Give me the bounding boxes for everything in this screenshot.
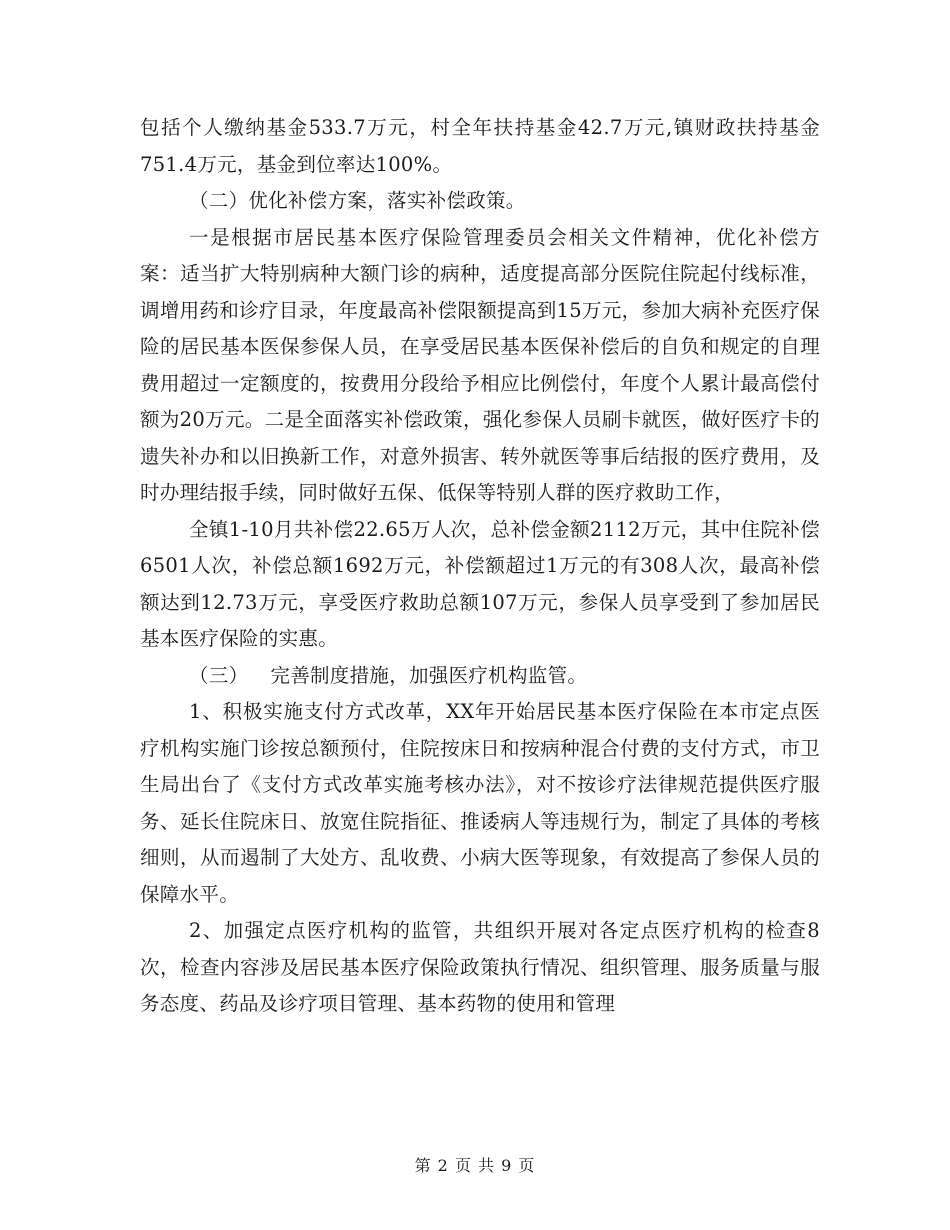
paragraph-compensation-plan: 一是根据市居民基本医疗保险管理委员会相关文件精神，优化补偿方案：适当扩大特别病种大额门诊的病种，适度提高部分医院住院起付线标准，调增用药和诊疗目录，年度最高补偿限额提高到15万元，参加大病补充医疗保险的居民基本医保参保人员，在享受居民基本医保补偿后的自负和规定的自理费用超过一定额度的，按费用分段给予相应比例偿付，年度个人累计最高偿付额为20万元。二是全面落实补偿政策，强化参保人员刷卡就医，做好医疗卡的遗失补办和以旧换新工作，对意外损害、转外就医等事后结报的医疗费用，及时办理结报手续，同时做好五保、低保等特别人群的医疗救助工作， [140, 225, 820, 504]
paragraph-payment-reform: 1、积极实施支付方式改革，XX年开始居民基本医疗保险在本市定点医疗机构实施门诊按总额预付，住院按床日和按病种混合付费的支付方式，市卫生局出台了《支付方式改革实施考核办法》，对不按诊疗法律规范提供医疗服务、延长住院床日、放宽住院指征、推诿病人等违规行为，制定了具体的考核细则，从而遏制了大处方、乱收费、小病大医等现象，有效提高了参保人员的保障水平。 [140, 700, 820, 906]
paragraph-fund-summary: 包括个人缴纳基金533.7万元，村全年扶持基金42.7万元,镇财政扶持基金751.4万元，基金到位率达100%。 [140, 116, 820, 176]
document-body [140, 110, 820, 1023]
paragraph-compensation-stats: 全镇1-10月共补偿22.65万人次，总补偿金额2112万元，其中住院补偿6501人次，补偿总额1692万元，补偿额超过1万元的有308人次，最高补偿额达到12.73万元，享受医疗救助总额107万元，参保人员享受到了参加居民基本医疗保险的实惠。 [140, 517, 820, 650]
page-footer: 第 2 页 共 9 页 [414, 1156, 536, 1175]
section-heading-2: （二）优化补偿方案，落实补偿政策。 [189, 189, 526, 212]
paragraph-supervision: 2、加强定点医疗机构的监管，共组织开展对各定点医疗机构的检查8次，检查内容涉及居民基本医疗保险政策执行情况、组织管理、服务质量与服务态度、药品及诊疗项目管理、基本药物的使用和管理 [140, 919, 820, 1015]
section-heading-3-number: （三） [189, 663, 249, 687]
section-heading-3 [140, 658, 820, 695]
section-heading-3-text: 完善制度措施，加强医疗机构监管。 [270, 663, 588, 687]
